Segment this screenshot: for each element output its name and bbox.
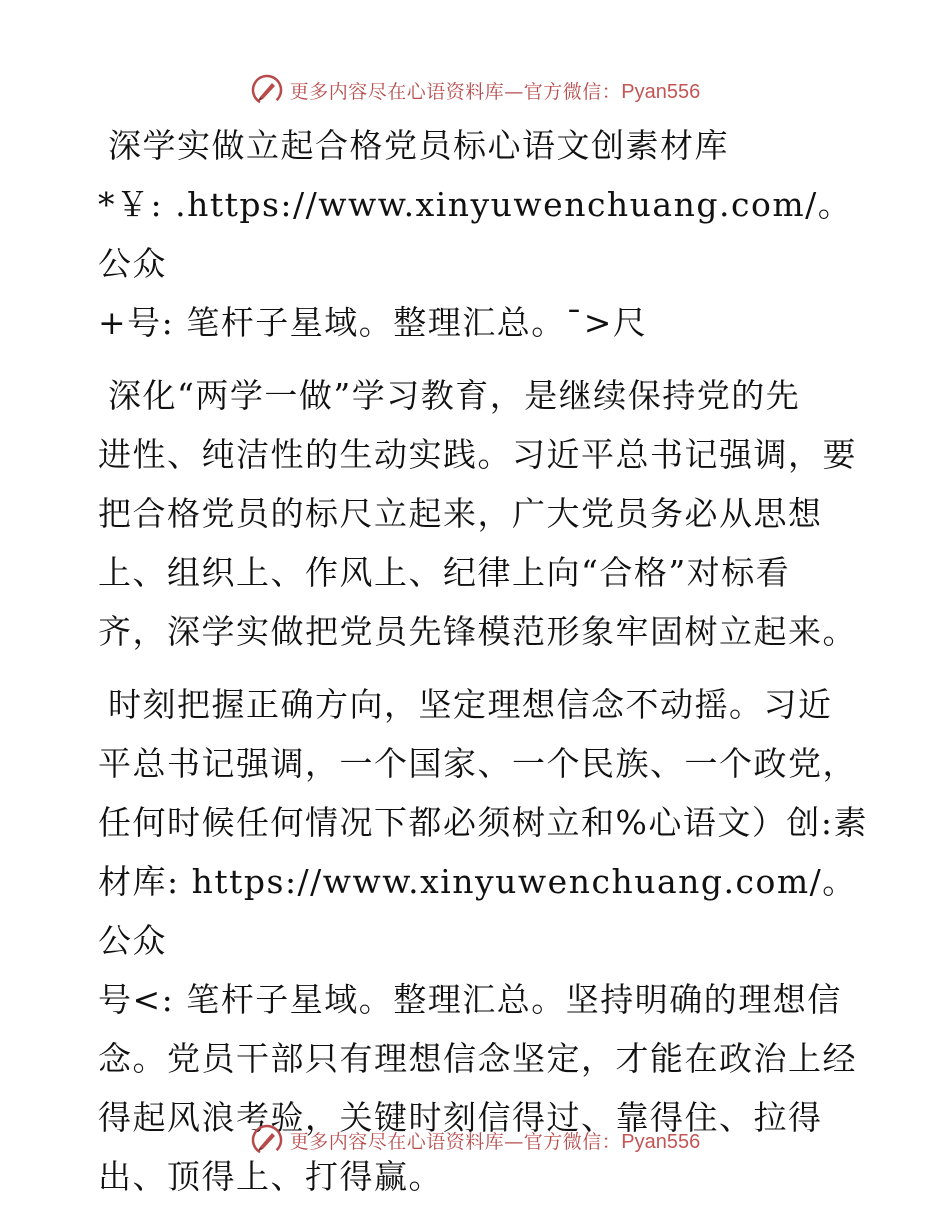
watermark-text: 更多内容尽在心语资料库—官方微信： [289,80,622,103]
header-watermark [0,70,950,110]
paragraph-2: 深化“两学一做”学习教育，是继续保持党的先 进性、纯洁性的生动实践。习近平总书记强调，要 把合格党员的标尺立起来，广大党员务必从思想 上、组织上、作风上、纪律上向“合格”对标看 齐，深学实做把党员先锋模范形象牢固树立起来。 [98,376,857,651]
pen-logo-icon [250,73,284,107]
paragraph-3: 时刻把握正确方向，坚定理想信念不动摇。习近 平总书记强调，一个国家、一个民族、一个政党， 任何时候任何情况下都必须树立和%心语文）创:素 材库: https://www.xinyuwenchuang.com/。公众 号<: 笔杆子星域。整理汇总。坚持明确的理想信 念。党员干部只有理想信念坚定，才能在政治上经 得起风浪考验，关键时刻信得过、靠得住、拉得 出、顶得上、打得赢。 [98,685,868,1196]
document-body [98,116,868,1206]
watermark-wechat-id: Pyan556 [621,1130,701,1153]
watermark-wechat-id: Pyan556 [621,80,701,103]
watermark-text: 更多内容尽在心语资料库—官方微信： [289,1130,622,1153]
pen-logo-icon [250,1123,284,1157]
paragraph-1: 深学实做立起合格党员标心语文创素材库 *￥: .https://www.xinyuwenchuang.com/。公众 +号: 笔杆子星域。整理汇总。¯>尺 [98,126,853,342]
footer-watermark [0,1120,950,1160]
